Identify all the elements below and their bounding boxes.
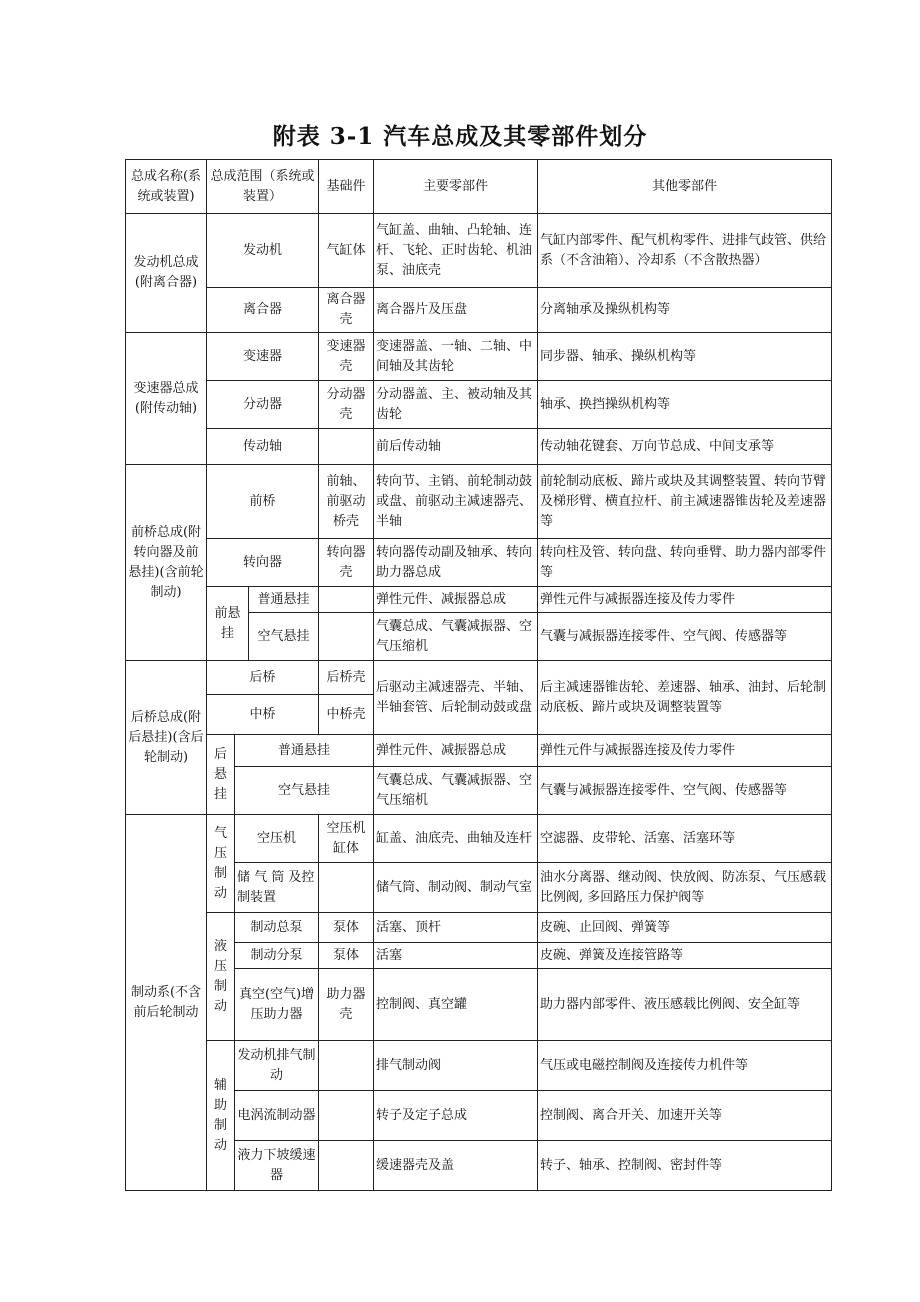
other-parts-cell: 皮碗、弹簧及连接管路等 [538, 943, 832, 969]
table-row [126, 288, 832, 333]
other-parts-cell: 气缸内部零件、配气机构零件、进排气歧管、供给系（不含油箱）、冷却系（不含散热器） [538, 214, 832, 288]
other-parts-cell: 皮碗、止回阀、弹簧等 [538, 913, 832, 943]
table-row [126, 913, 832, 943]
range-cell: 中桥 [207, 695, 319, 735]
table-row [126, 429, 832, 465]
main-parts-cell: 气囊总成、气囊减振器、空气压缩机 [374, 767, 538, 815]
other-parts-cell: 气压或电磁控制阀及连接传力机件等 [538, 1041, 832, 1091]
base-cell [319, 1041, 374, 1091]
main-parts-cell: 缸盖、油底壳、曲轴及连杆 [374, 815, 538, 863]
range-cell: 发动机排气制动 [235, 1041, 319, 1091]
hydraulic-brake-label: 液压制动 [207, 913, 235, 1041]
base-cell: 气缸体 [319, 214, 374, 288]
base-cell: 助力器壳 [319, 969, 374, 1041]
main-parts-cell: 分动器盖、主、被动轴及其齿轮 [374, 381, 538, 429]
range-cell: 分动器 [207, 381, 319, 429]
other-parts-cell: 气囊与减振器连接零件、空气阀、传感器等 [538, 767, 832, 815]
air-brake-label: 气压制动 [207, 815, 235, 913]
range-cell: 储 气 筒 及控制装置 [235, 863, 319, 913]
main-parts-cell: 控制阀、真空罐 [374, 969, 538, 1041]
other-parts-cell: 同步器、轴承、操纵机构等 [538, 333, 832, 381]
other-parts-cell: 气囊与减振器连接零件、空气阀、传感器等 [538, 613, 832, 661]
header-other-parts: 其他零部件 [538, 160, 832, 214]
table-row [126, 1041, 832, 1091]
base-cell: 后桥壳 [319, 661, 374, 695]
table-row [126, 214, 832, 288]
main-parts-cell: 气囊总成、气囊减振器、空气压缩机 [374, 613, 538, 661]
main-parts-cell: 前后传动轴 [374, 429, 538, 465]
range-cell: 制动总泵 [235, 913, 319, 943]
base-cell: 前轴、前驱动桥壳 [319, 465, 374, 539]
main-parts-cell: 活塞、顶杆 [374, 913, 538, 943]
base-cell: 空压机缸体 [319, 815, 374, 863]
other-parts-cell: 轴承、换挡操纵机构等 [538, 381, 832, 429]
range-cell: 真空(空气)增压助力器 [235, 969, 319, 1041]
other-parts-cell: 油水分离器、继动阀、快放阀、防冻泵、气压感载比例阀, 多回路压力保护阀等 [538, 863, 832, 913]
group-brake: 制动系(不含前后轮制动 [126, 815, 207, 1191]
base-cell [319, 1091, 374, 1141]
group-engine: 发动机总成(附离合器) [126, 214, 207, 333]
range-cell: 液力下坡缓速器 [235, 1141, 319, 1191]
table-row [126, 465, 832, 539]
base-cell: 分动器壳 [319, 381, 374, 429]
other-parts-cell: 分离轴承及操纵机构等 [538, 288, 832, 333]
header-range: 总成范围（系统或装置） [207, 160, 319, 214]
other-parts-cell: 转子、轴承、控制阀、密封件等 [538, 1141, 832, 1191]
table-row [126, 333, 832, 381]
main-parts-cell: 排气制动阀 [374, 1041, 538, 1091]
group-rear-axle: 后桥总成(附后悬挂)(含后轮制动) [126, 661, 207, 815]
main-parts-cell: 缓速器壳及盖 [374, 1141, 538, 1191]
main-parts-cell: 后驱动主减速器壳、半轴、半轴套管、后轮制动鼓或盘 [374, 661, 538, 735]
other-parts-cell: 后主减速器锥齿轮、差速器、轴承、油封、后轮制动底板、蹄片或块及调整装置等 [538, 661, 832, 735]
base-cell: 泵体 [319, 913, 374, 943]
base-cell: 中桥壳 [319, 695, 374, 735]
range-cell: 电涡流制动器 [235, 1091, 319, 1141]
range-cell: 传动轴 [207, 429, 319, 465]
header-main-parts: 主要零部件 [374, 160, 538, 214]
base-cell: 泵体 [319, 943, 374, 969]
range-cell: 后桥 [207, 661, 319, 695]
group-front-axle: 前桥总成(附转向器及前悬挂)(含前轮制动) [126, 465, 207, 661]
base-cell [319, 587, 374, 613]
main-parts-cell: 弹性元件、减振器总成 [374, 587, 538, 613]
page-title: 附表 3-1 汽车总成及其零部件划分 [272, 123, 648, 150]
base-cell [319, 1141, 374, 1191]
table-row [126, 815, 832, 863]
header-base: 基础件 [319, 160, 374, 214]
table-row [126, 539, 832, 587]
front-suspension-label: 前悬挂 [207, 587, 249, 661]
base-cell [319, 429, 374, 465]
main-parts-cell: 活塞 [374, 943, 538, 969]
range-cell: 发动机 [207, 214, 319, 288]
table-row [126, 661, 832, 695]
range-cell: 转向器 [207, 539, 319, 587]
other-parts-cell: 转向柱及管、转向盘、转向垂臂、助力器内部零件等 [538, 539, 832, 587]
range-cell: 普通悬挂 [249, 587, 319, 613]
base-cell [319, 863, 374, 913]
main-parts-cell: 储气筒、制动阀、制动气室 [374, 863, 538, 913]
other-parts-cell: 传动轴花键套、万向节总成、中间支承等 [538, 429, 832, 465]
main-parts-cell: 转子及定子总成 [374, 1091, 538, 1141]
base-cell: 转向器壳 [319, 539, 374, 587]
main-parts-cell: 变速器盖、一轴、二轴、中间轴及其齿轮 [374, 333, 538, 381]
range-cell: 空气悬挂 [249, 613, 319, 661]
other-parts-cell: 空滤器、皮带轮、活塞、活塞环等 [538, 815, 832, 863]
table-row [126, 735, 832, 767]
header-assembly: 总成名称(系统或装置) [126, 160, 207, 214]
other-parts-cell: 控制阀、离合开关、加速开关等 [538, 1091, 832, 1141]
table-row [126, 381, 832, 429]
main-parts-cell: 离合器片及压盘 [374, 288, 538, 333]
range-cell: 变速器 [207, 333, 319, 381]
base-cell [319, 613, 374, 661]
parts-table [125, 159, 832, 1191]
range-cell: 普通悬挂 [235, 735, 374, 767]
table-row [126, 587, 832, 613]
range-cell: 前桥 [207, 465, 319, 539]
group-transmission: 变速器总成(附传动轴) [126, 333, 207, 465]
range-cell: 空压机 [235, 815, 319, 863]
header-row [126, 160, 832, 214]
main-parts-cell: 弹性元件、减振器总成 [374, 735, 538, 767]
rear-suspension-label: 后悬挂 [207, 735, 235, 815]
range-cell: 离合器 [207, 288, 319, 333]
other-parts-cell: 助力器内部零件、液压感载比例阀、安全缸等 [538, 969, 832, 1041]
base-cell: 离合器壳 [319, 288, 374, 333]
main-parts-cell: 转向器传动副及轴承、转向助力器总成 [374, 539, 538, 587]
range-cell: 空气悬挂 [235, 767, 374, 815]
other-parts-cell: 弹性元件与减振器连接及传力零件 [538, 587, 832, 613]
aux-brake-label: 辅助制动 [207, 1041, 235, 1191]
range-cell: 制动分泵 [235, 943, 319, 969]
base-cell: 变速器壳 [319, 333, 374, 381]
other-parts-cell: 弹性元件与减振器连接及传力零件 [538, 735, 832, 767]
main-parts-cell: 转向节、主销、前轮制动鼓或盘、前驱动主减速器壳、半轴 [374, 465, 538, 539]
other-parts-cell: 前轮制动底板、蹄片或块及其调整装置、转向节臂及梯形臂、横直拉杆、前主减速器锥齿轮及差速器等 [538, 465, 832, 539]
main-parts-cell: 气缸盖、曲轴、凸轮轴、连杆、飞轮、正时齿轮、机油泵、油底壳 [374, 214, 538, 288]
